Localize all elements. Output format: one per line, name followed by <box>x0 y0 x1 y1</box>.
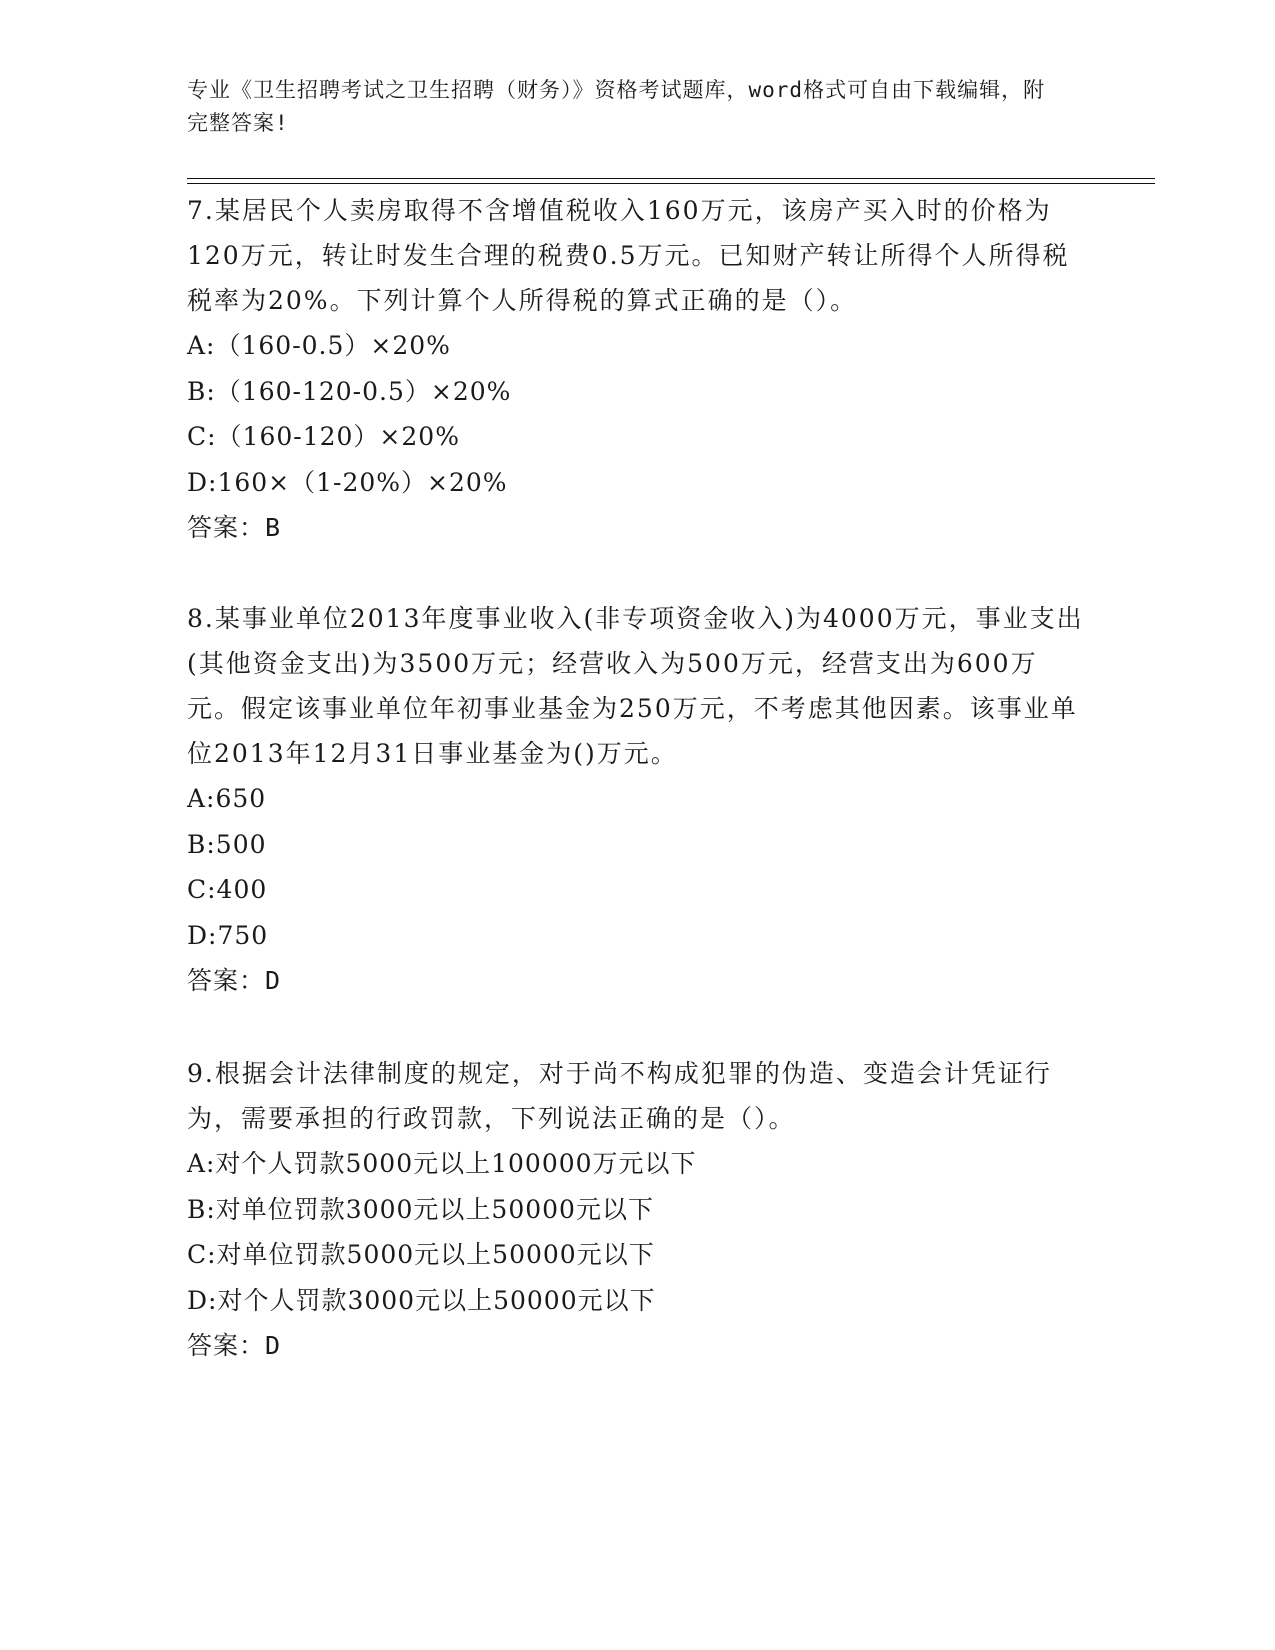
document-header: 专业《卫生招聘考试之卫生招聘（财务）》资格考试题库，word格式可自由下载编辑，附完整答案! <box>187 78 1046 135</box>
option-c: C:对单位罚款5000元以上50000元以下 <box>187 1240 655 1269</box>
option-d: D:750 <box>187 920 269 950</box>
answer: 答案：D <box>187 1331 282 1360</box>
option-d: D:160×（1-20%）×20% <box>187 467 508 497</box>
option-a: A:（160-0.5）×20% <box>187 331 451 360</box>
option-d: D:对个人罚款3000元以上50000元以下 <box>187 1285 656 1315</box>
question-stem: 8.某事业单位2013年度事业收入(非专项资金收入)为4000万元，事业支出(其他资金支出)为3500万元；经营收入为500万元，经营支出为600万元。假定该事业单位年初事业基金为250万元，不考虑其他因素。该事业单位2013年12月31日事业基金为()万元。 <box>187 604 1084 768</box>
question-7 <box>187 188 1087 550</box>
answer: 答案：D <box>187 966 282 995</box>
option-c: C:（160-120）×20% <box>187 422 460 451</box>
header-rule-top <box>187 178 1155 179</box>
answer: 答案：B <box>187 513 282 542</box>
option-b: B:对单位罚款3000元以上50000元以下 <box>187 1194 654 1224</box>
option-b: B:（160-120-0.5）×20% <box>187 376 512 406</box>
option-a: A:650 <box>187 784 267 813</box>
option-a: A:对个人罚款5000元以上100000万元以下 <box>187 1149 697 1178</box>
question-8 <box>187 596 1087 1003</box>
question-9 <box>187 1051 1087 1368</box>
option-b: B:500 <box>187 829 267 859</box>
question-stem: 7.某居民个人卖房取得不含增值税收入160万元，该房产买入时的价格为120万元，转让时发生合理的税费0.5万元。已知财产转让所得个人所得税税率为20%。下列计算个人所得税的算式正确的是（）。 <box>187 196 1070 315</box>
option-c: C:400 <box>187 875 268 904</box>
question-stem: 9.根据会计法律制度的规定，对于尚不构成犯罪的伪造、变造会计凭证行为，需要承担的行政罚款，下列说法正确的是（）。 <box>187 1059 1052 1133</box>
header-rule-bottom <box>187 183 1155 184</box>
